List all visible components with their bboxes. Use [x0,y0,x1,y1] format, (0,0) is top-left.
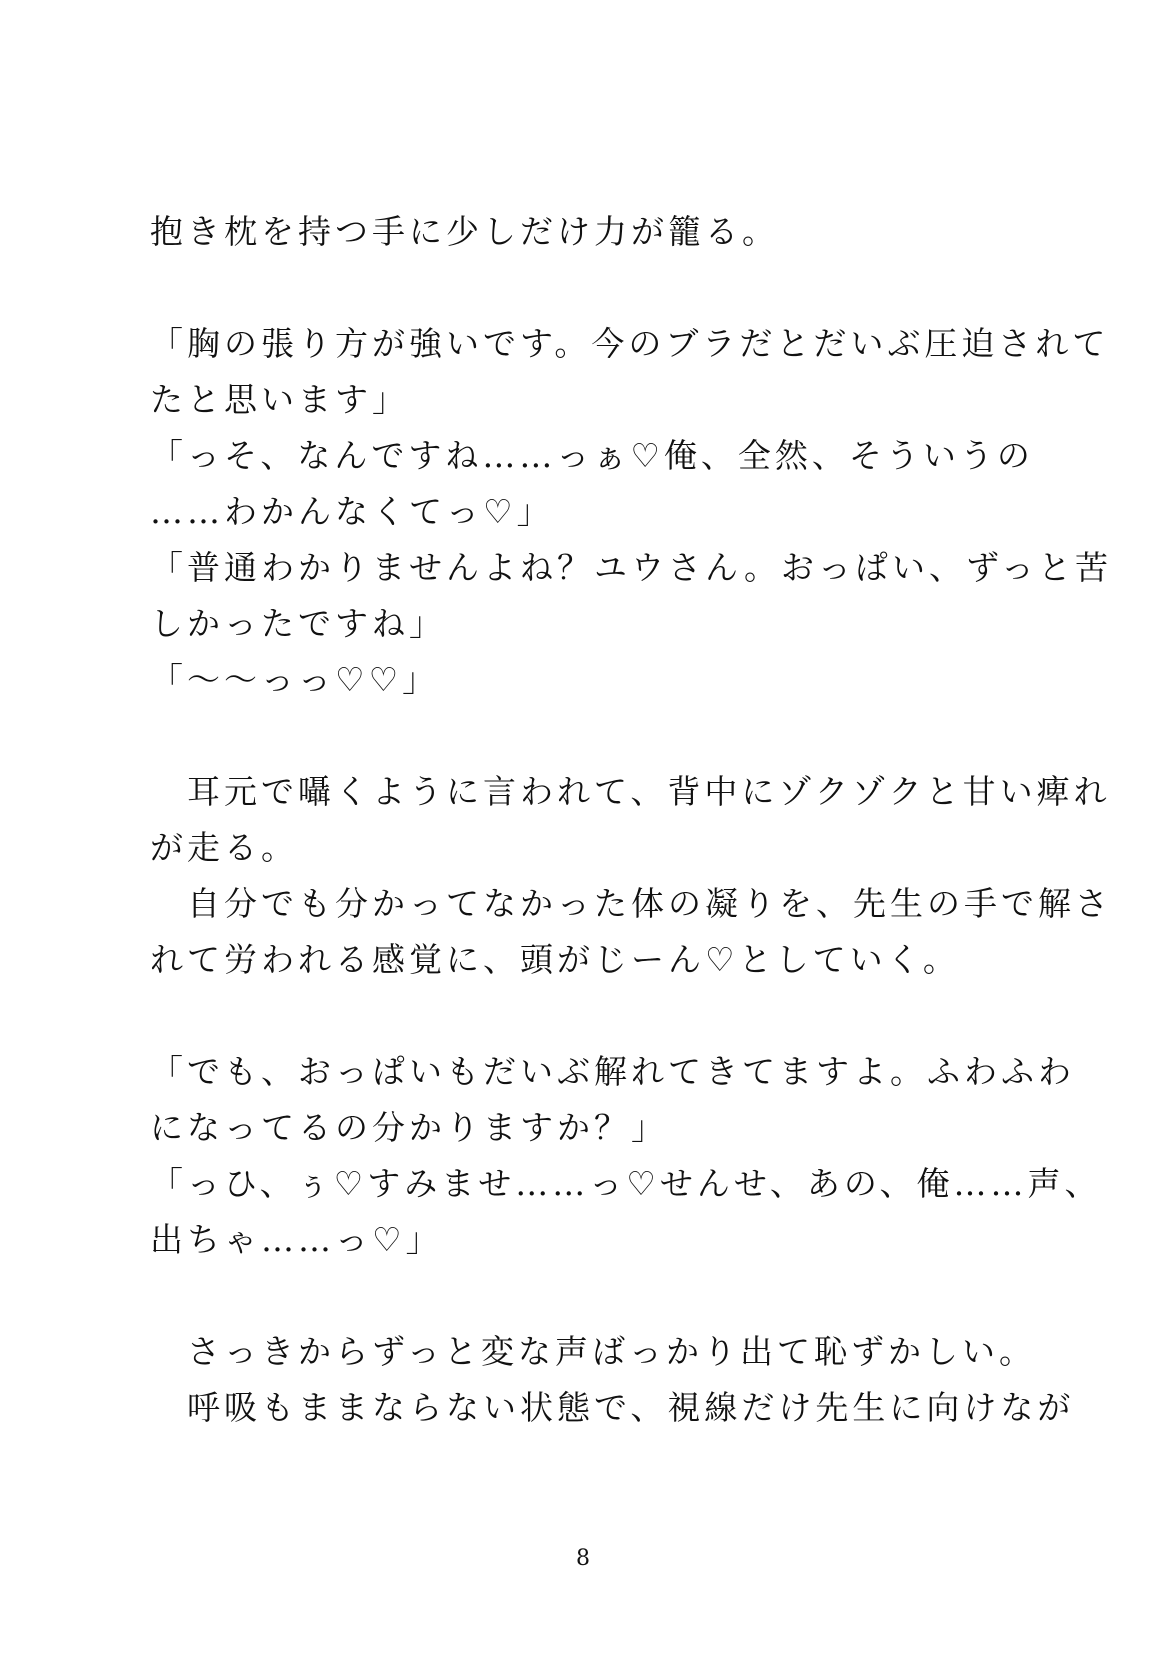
text-line: 「〜〜っっ♡♡」 [150,660,440,699]
blank-line [150,988,1050,1044]
text-line: れて労われる感覚に、頭がじーん♡としていく。 [150,940,960,979]
page-number: 8 [576,1546,590,1571]
text-line: たと思います」 [150,380,409,419]
text-line: 抱き枕を持つ手に少しだけ力が籠る。 [150,212,779,251]
blank-line [150,708,1050,764]
text-line: 「胸の張り方が強いです。今のブラだとだいぶ圧迫されて [150,324,1110,363]
text-line: 呼吸もままならない状態で、視線だけ先生に向けなが [150,1388,1075,1427]
text-line: 「でも、おっぱいもだいぶ解れてきてますよ。ふわふわ [150,1052,1075,1091]
blank-line [150,260,1050,316]
text-line: 「っそ、なんですね……っぁ♡俺、全然、そういうの [150,436,1034,475]
text-line: が走る。 [150,828,298,867]
text-line: 自分でも分かってなかった体の凝りを、先生の手で解さ [150,884,1112,923]
blank-line [150,1268,1050,1324]
text-line: 出ちゃ……っ♡」 [150,1220,443,1259]
text-line: ……わかんなくてっ♡」 [150,492,554,531]
body-text [150,204,1112,1436]
text-line: になってるの分かりますか？」 [150,1108,668,1147]
text-line: 「普通わかりませんよね？ユウさん。おっぱい、ずっと苦 [150,548,1112,587]
text-line: 「っひ、ぅ♡すみませ……っ♡せんせ、あの、俺……声、 [150,1164,1102,1203]
text-line: さっきからずっと変な声ばっかり出て恥ずかしい。 [150,1332,1037,1371]
text-line: しかったですね」 [150,604,446,643]
text-line: 耳元で囁くように言われて、背中にゾクゾクと甘い痺れ [150,772,1111,811]
